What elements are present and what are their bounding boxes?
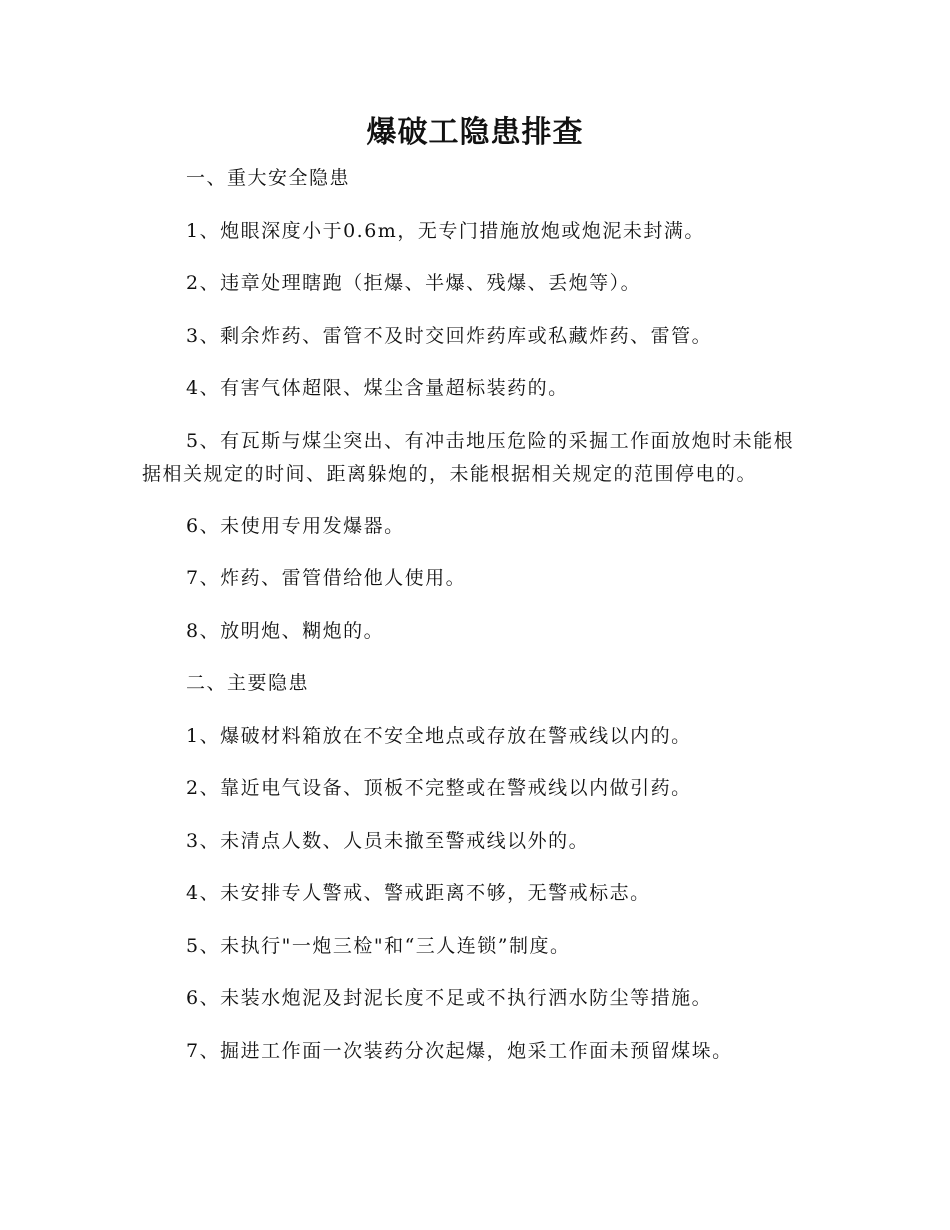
section-heading-main-hazards: 二、主要隐患 [186, 672, 310, 694]
list-item: 2、靠近电气设备、顶板不完整或在警戒线以内做引药。 [186, 777, 692, 799]
list-item: 7、掘进工作面一次装药分次起爆，炮采工作面未预留煤垛。 [186, 1039, 733, 1062]
list-item: 7、炸药、雷管借给他人使用。 [186, 567, 467, 589]
list-item: 2、违章处理瞎跑（拒爆、半爆、残爆、丢炮等）。 [186, 272, 642, 294]
list-item: 4、有害气体超限、煤尘含量超标装药的。 [186, 377, 569, 399]
list-item: 5、有瓦斯与煤尘突出、有冲击地压危险的采掘工作面放炮时未能根据相关规定的时间、距离躲炮的，未能根据相关规定的范围停电的。 [142, 429, 795, 485]
section-heading-major-hazards: 一、重大安全隐患 [186, 167, 351, 189]
list-item: 6、未使用专用发爆器。 [186, 514, 405, 537]
list-item: 3、剩余炸药、雷管不及时交回炸药库或私藏炸药、雷管。 [186, 324, 713, 347]
document-title: 爆破工隐患排查 [366, 115, 584, 150]
list-item: 6、未装水炮泥及封泥长度不足或不执行洒水防尘等措施。 [186, 987, 713, 1009]
list-item: 3、未清点人数、人员未撤至警戒线以外的。 [186, 829, 590, 852]
list-item: 4、未安排专人警戒、警戒距离不够，无警戒标志。 [186, 882, 651, 904]
list-item: 1、炮眼深度小于0.6m，无专门措施放炮或炮泥未封满。 [186, 219, 705, 242]
list-item: 1、爆破材料箱放在不安全地点或存放在警戒线以内的。 [186, 724, 692, 747]
document-body [142, 165, 812, 1090]
list-item: 8、放明炮、糊炮的。 [186, 619, 385, 642]
list-item: 5、未执行"一炮三检"和“三人连锁”制度。 [186, 934, 571, 957]
